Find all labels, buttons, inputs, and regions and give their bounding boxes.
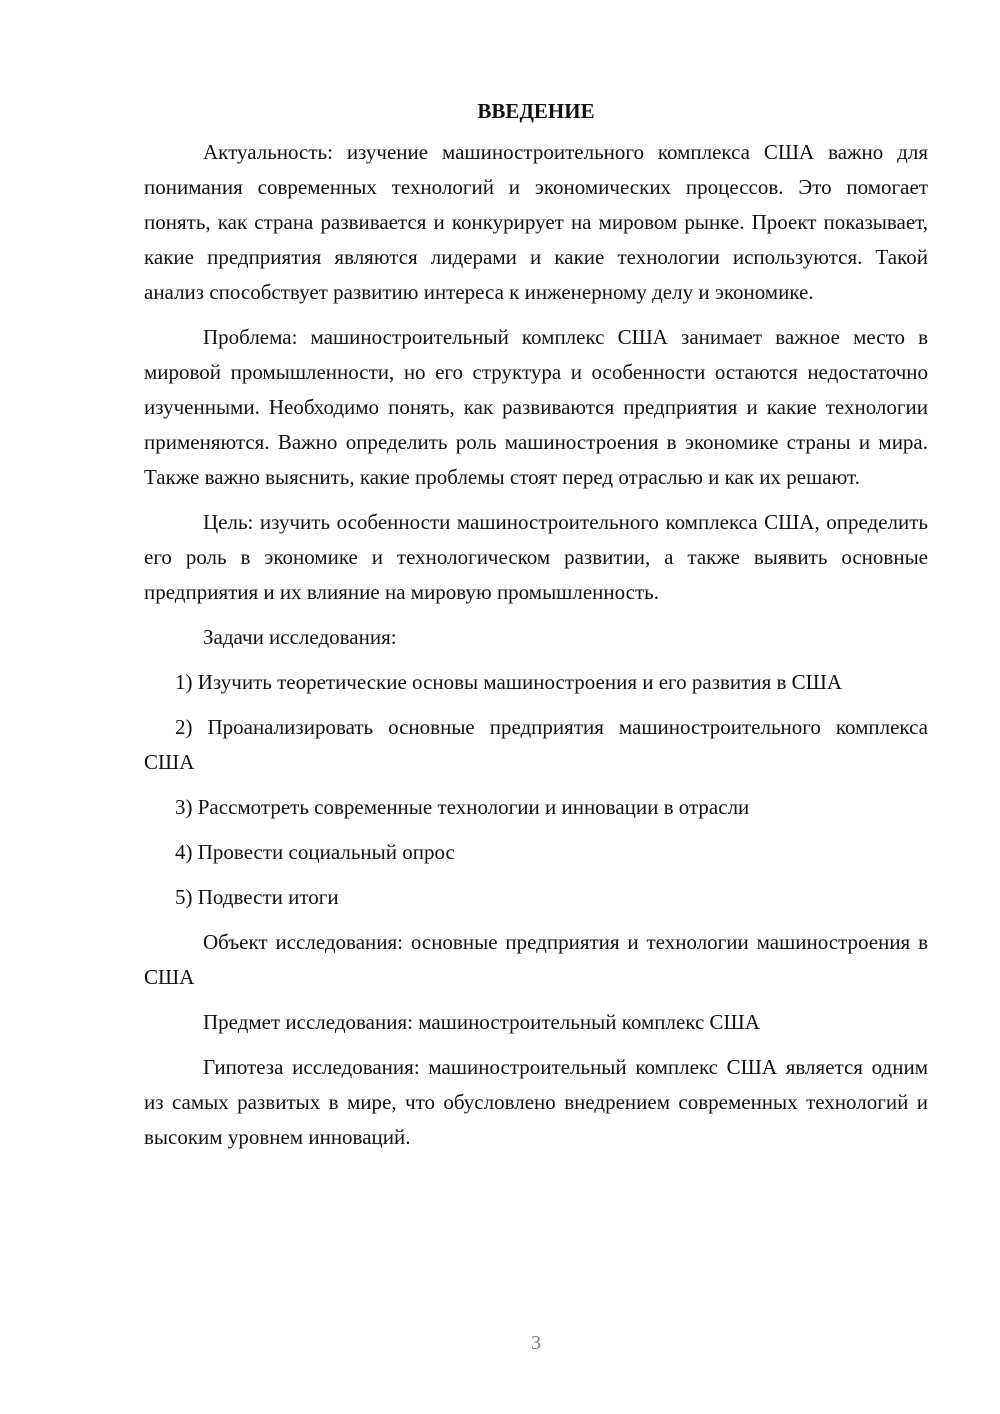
page-body: [144, 94, 928, 1165]
research-subject-paragraph: Предмет исследования: машиностроительный комплекс США: [203, 1010, 760, 1034]
task-item-5: 5) Подвести итоги: [175, 885, 339, 909]
page-title: ВВЕДЕНИЕ: [477, 99, 595, 123]
problem-paragraph: Проблема: машиностроительный комплекс США занимает важное место в мировой промышленности, но его структура и особенности остаются недостаточно изученными. Необходимо понять, как развиваются предприятия и какие технологии применяются. Важно определить роль машиностроения в экономике страны и мира. Также важно выяснить, какие проблемы стоят перед отраслью и как их решают.: [144, 325, 928, 489]
task-item-4: 4) Провести социальный опрос: [175, 840, 455, 864]
goal-paragraph: Цель: изучить особенности машиностроительного комплекса США, определить его роль в экономике и технологическом развитии, а также выявить основные предприятия и их влияние на мировую промышленность.: [144, 510, 928, 604]
relevance-paragraph: Актуальность: изучение машиностроительного комплекса США важно для понимания современных технологий и экономических процессов. Это помогает понять, как страна развивается и конкурирует на мировом рынке. Проект показывает, какие предприятия являются лидерами и какие технологии используются. Такой анализ способствует развитию интереса к инженерному делу и экономике.: [144, 140, 928, 304]
task-item-2: 2) Проанализировать основные предприятия машиностроительного комплекса США: [144, 715, 928, 774]
research-object-paragraph: Объект исследования: основные предприятия и технологии машиностроения в США: [144, 930, 928, 989]
task-item-1: 1) Изучить теоретические основы машиностроения и его развития в США: [175, 670, 843, 694]
hypothesis-paragraph: Гипотеза исследования: машиностроительный комплекс США является одним из самых развитых в мире, что обусловлено внедрением современных технологий и высоким уровнем инноваций.: [144, 1055, 928, 1149]
task-item-3: 3) Рассмотреть современные технологии и инновации в отрасли: [175, 795, 750, 819]
tasks-heading: Задачи исследования:: [203, 625, 397, 649]
page-number: 3: [531, 1332, 541, 1354]
